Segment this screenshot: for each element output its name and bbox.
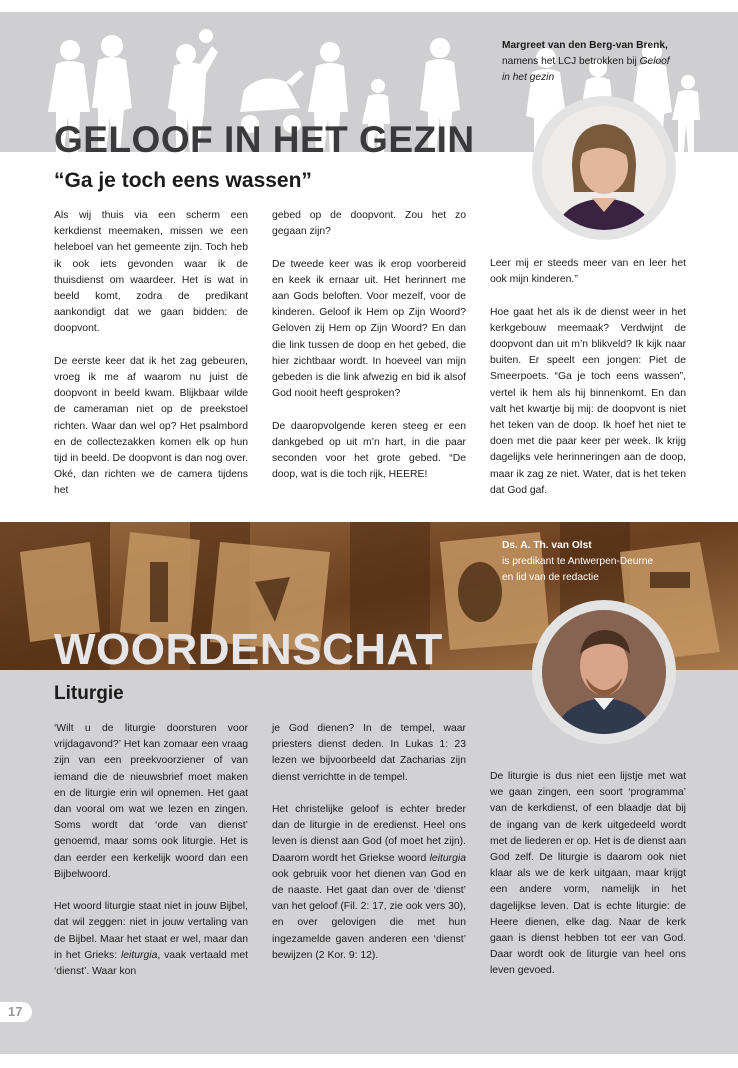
- section-title-geloof: GELOOF IN HET GEZIN: [54, 119, 475, 160]
- section-subtitle-woordenschat: Liturgie: [54, 683, 124, 704]
- article-column-1-geloof: Als wij thuis via een scherm een kerkdienst meemaken, missen we een heleboel van het gemeente zijn. Toch heb ik ook iets gevonden waar ik de thuisdienst om waardeer. Het is wat in beeld komt, zodra de predikant aankondigt dat we gaan bidden: de doopvont. De eerste keer dat ik het zag gebeuren, vroeg ik me af waarom nu juist de doopvont in beeld kwam. Blijkbaar wilde de cameraman niet op de preekstoel richten. Waar dan wel op? Het psalmbord en de collectezakken komen elk op hun tijd in beeld. De doopvont is dan nog over. Oké, dan richten we de camera tijdens het: [54, 210, 248, 497]
- author-bio-geloof: [502, 38, 670, 86]
- author-bio-woordenschat: [502, 538, 653, 586]
- section-title-woordenschat: WOORDENSCHAT: [54, 625, 443, 674]
- paragraph-leiturgia: Het woord liturgie staat niet in jouw Bijbel, dat wil zeggen: niet in jouw vertaling van de Bijbel. Maar het staat er wel, maar dan in het Grieks: leiturgia, vaak vertaald met ‘dienst’. Waar kon: [54, 901, 248, 978]
- article-column-1-woordenschat: ‘Wilt u de liturgie doorsturen voor vrijdagavond?’ Het kan zomaar een vraag zijn van een preekvoorziener of van iemand die de nieuwsbrief moet maken en de liturgie erin wil opnemen. Het gaat dan vooral om wat we lezen en zingen. Soms wordt dat ‘orde van dienst’ genoemd, maar soms ook liturgie. Het is dan eerder een kerkelijk woord dan een Bijbelwoord. Het woord liturgie staat niet in jouw Bijbel, dat wil zeggen: niet in jouw vertaling van de Bijbel. Maar het staat er wel, maar dan in het Grieks: leiturgia, vaak vertaald met ‘dienst’. Waar kon: [54, 721, 248, 980]
- author-photo-geloof: [542, 106, 666, 230]
- author-role-cont: en lid van de redactie: [502, 572, 599, 583]
- article-column-3-geloof: Leer mij er steeds meer van en leer het ook mijn kinderen.” Hoe gaat het als ik de dienst weer in het kerkgebouw meemaak? Verdwijnt de doopvont dan uit m’n blikveld? Ik kijk naar buiten. Er speelt een jongen: Piet de Smeerpoets. “Ga je toch eens wassen”, vertel ik hem als hij binnenkomt. En dan valt het kwartje bij mij: de doopvont is niet het teken van de doop. Ik hoef het niet te doen met die paar keer per week. Ik krijg dagelijks vele herinneringen aan de doop, maar ik zag ze niet. Water, dat is het teken dat God gaf.: [490, 258, 686, 496]
- author-role: namens het LCJ betrokken bij Geloof: [502, 56, 670, 67]
- author-name: Margreet van den Berg-van Brenk,: [502, 40, 668, 51]
- article-column-2-geloof: gebed op de doopvont. Zou het zo gegaan zijn? De tweede keer was ik erop voorbereid en keek ik ernaar uit. Het herinnert me aan Gods beloften. Voor mezelf, voor de kinderen. Geloof ik Hem op Zijn Woord? Geloven zij Hem op Zijn Woord? En dan die link tussen de doop en het gebed, die hier zichtbaar wordt. In hoeveel van mijn gebeden is die link afwezig en bid ik alsof God nooit heeft gesproken? De daaropvolgende keren steeg er een dankgebed op uit m’n hart, in die paar seconden voor het grote gebed. “De doop, wat is die toch rijk, HEERE!: [272, 210, 466, 481]
- author-name: Ds. A. Th. van Olst: [502, 540, 592, 551]
- article-column-3-woordenschat: De liturgie is dus niet een lijstje met wat we gaan zingen, een soort ‘programma’ van de kerkdienst, of een blaadje dat bij de ingang van de kerk uitgedeeld wordt met de liederen er op. Het is de dienst aan God zelf. De liturgie is daarom ook niet klaar als we de kerk uitgaan, maar krijgt een andere vorm, namelijk in het dagelijkse leven. Dat is echte liturgie: de Heere dienen, elke dag. Naar de kerk gaan is dienst hebben tot eer van God. Daar wordt ook de liturgie van heel ons leven gevoed.: [490, 771, 686, 977]
- paragraph-christelijk-geloof: Het christelijke geloof is echter breder dan de liturgie in de eredienst. Heel ons leven is dienst aan God (of moet het zijn). Daarom wordt het Griekse woord leiturgia ook gebruik voor het dienen van God en de naaste. Het gaat dan over de ‘dienst’ van het geloof (Fil. 2: 17, zie ook vers 30), en over gelovigen die met hun ingezamelde gaven anderen een ‘dienst’ bewijzen (2 Kor. 9: 12).: [272, 804, 466, 961]
- article-column-2-woordenschat: je God dienen? In de tempel, waar priesters dienst deden. In Lukas 1: 23 lezen we bijvoorbeeld dat Zacharias zijn dienst verrichtte in de tempel. Het christelijke geloof is echter breder dan de liturgie in de eredienst. Heel ons leven is dienst aan God (of moet het zijn). Daarom wordt het Griekse woord leiturgia ook gebruik voor het dienen van God en de naaste. Het gaat dan over de ‘dienst’ van het geloof (Fil. 2: 17, zie ook vers 30), en over gelovigen die met hun ingezamelde gaven anderen een ‘dienst’ bewijzen (2 Kor. 9: 12).: [272, 721, 466, 964]
- page-number: 17: [8, 1004, 23, 1019]
- section-subtitle-geloof: “Ga je toch eens wassen”: [54, 169, 312, 192]
- author-role: is predikant te Antwerpen-Deurne: [502, 556, 654, 567]
- author-photo-woordenschat: [542, 610, 666, 734]
- author-role-cont: in het gezin: [502, 72, 555, 83]
